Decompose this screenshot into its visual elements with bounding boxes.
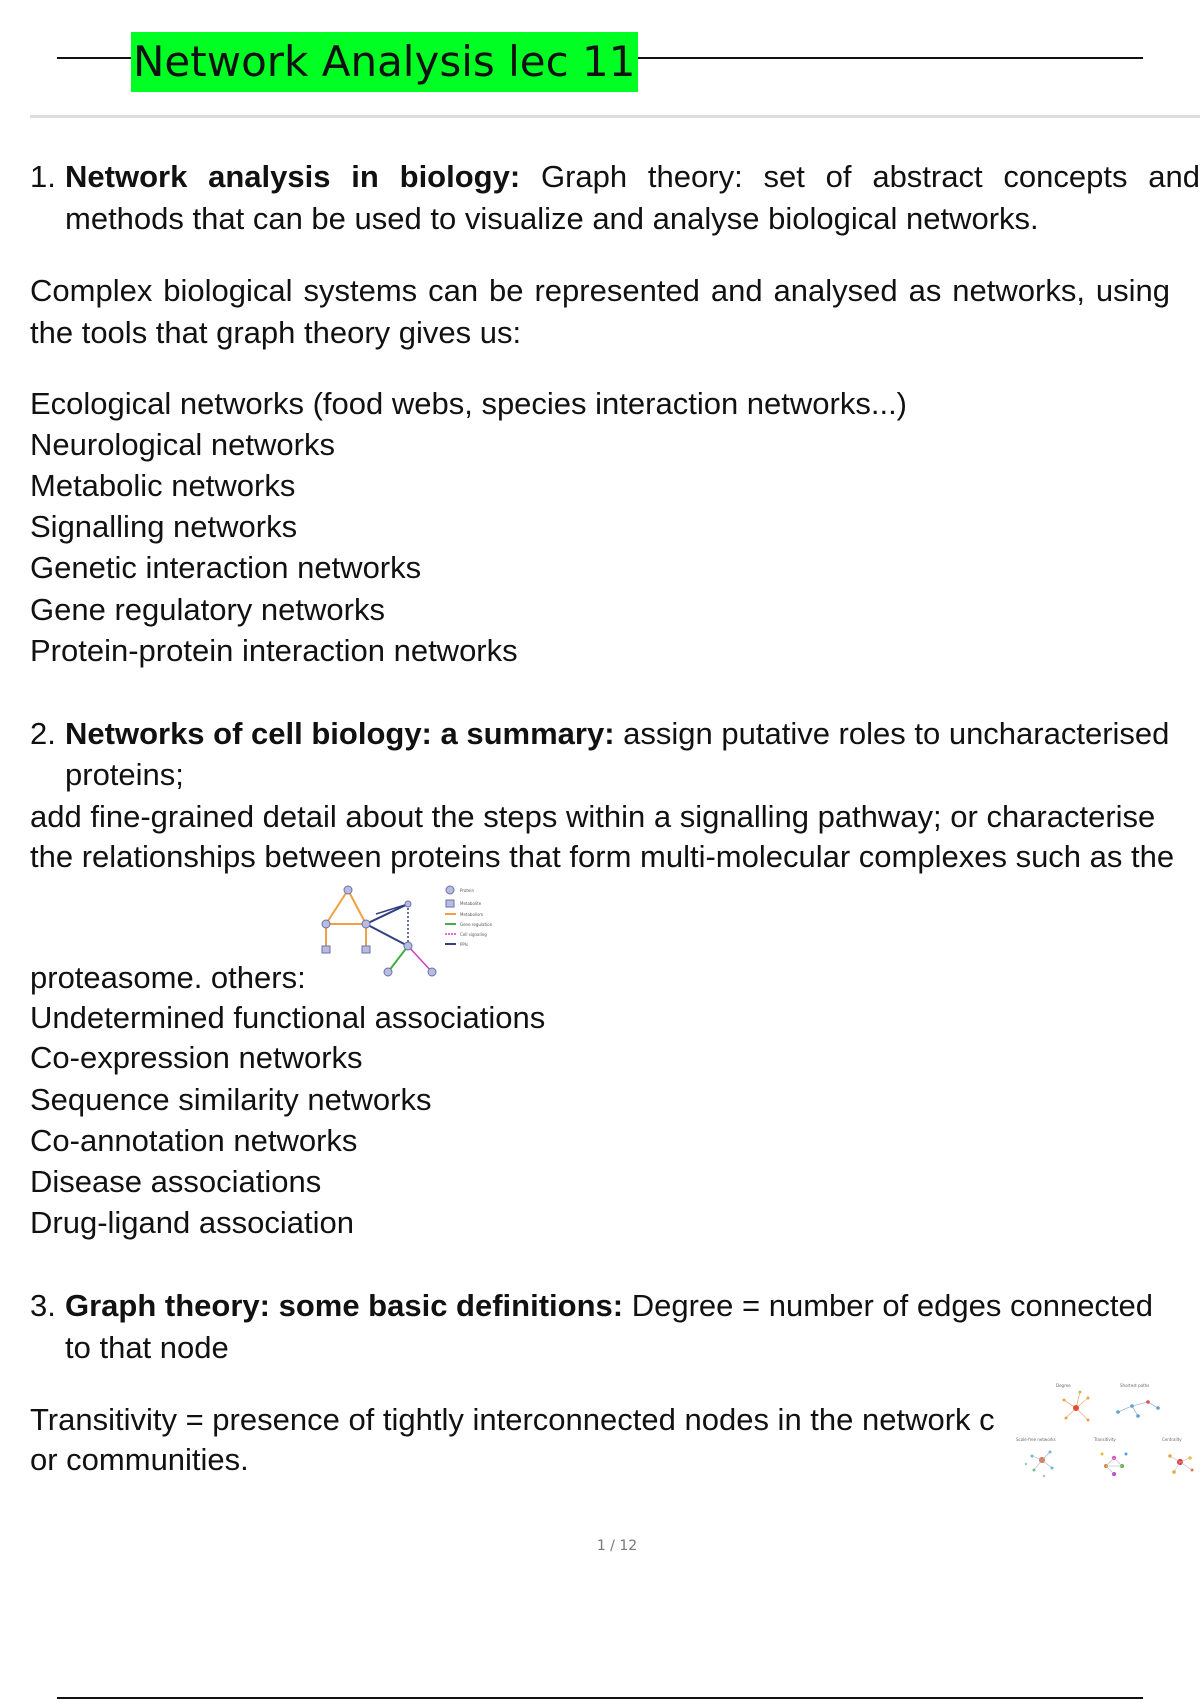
figure-panel-label: Transitivity xyxy=(1094,1437,1116,1442)
section-1-line-2: methods that can be used to visualize and analyse biological networks. xyxy=(65,201,1039,236)
section-2-line-3: add fine-grained detail about the steps within a signalling pathway; or characterise xyxy=(30,799,1156,834)
section-3-line-1 xyxy=(65,1285,1153,1327)
section-1-heading: Network analysis in biology: xyxy=(65,159,521,194)
list-item: Neurological networks xyxy=(30,427,335,462)
section-2-heading: Networks of cell biology: a summary: xyxy=(65,716,615,751)
section-1-line-1 xyxy=(65,156,1200,198)
page-number: 1 / 12 xyxy=(596,1538,638,1554)
list-item: Undetermined functional associations xyxy=(30,1000,546,1035)
legend-label: Gene regulation xyxy=(460,922,493,927)
section-3-line-4: or communities. xyxy=(30,1442,249,1477)
graph-theory-figure xyxy=(1014,1378,1200,1486)
list-item: Drug-ligand association xyxy=(30,1205,354,1240)
list-item: Ecological networks (food webs, species interaction networks...) xyxy=(30,386,908,421)
list-item: Sequence similarity networks xyxy=(30,1082,432,1117)
section-3-number: 3. xyxy=(30,1288,56,1323)
list-item: Protein-protein interaction networks xyxy=(30,633,518,668)
scale-free-panel xyxy=(1025,1451,1054,1478)
figure-panel-label: Shortest paths xyxy=(1120,1383,1150,1388)
list-item: Co-expression networks xyxy=(30,1040,363,1075)
list-item: Genetic interaction networks xyxy=(30,550,422,585)
list-item: Metabolic networks xyxy=(30,468,296,503)
paragraph-1-line-2: the tools that graph theory gives us: xyxy=(30,315,522,350)
section-1-line-1-text: Graph theory: set of abstract concepts and xyxy=(520,159,1200,194)
list-item: Co-annotation networks xyxy=(30,1123,358,1158)
list-item: Disease associations xyxy=(30,1164,322,1199)
list-item: Signalling networks xyxy=(30,509,298,544)
figure-panel-label: Scale-free networks xyxy=(1016,1437,1056,1442)
section-2-line-2: proteins; xyxy=(65,757,184,792)
network-legend xyxy=(445,886,493,947)
legend-label: Cell signaling xyxy=(460,932,487,937)
section-3-heading: Graph theory: some basic definitions: xyxy=(65,1288,624,1323)
figure-panel-label: Degree xyxy=(1056,1383,1071,1388)
paragraph-1-line-1: Complex biological systems can be represented and analysed as networks, using xyxy=(30,273,1170,308)
section-3-line-2: to that node xyxy=(65,1330,229,1365)
network-diagram-figure xyxy=(318,884,518,992)
figure-panel-label: Centrality xyxy=(1162,1437,1182,1442)
section-2-line-1-text: assign putative roles to uncharacterised xyxy=(614,716,1170,751)
legend-label: Protein xyxy=(460,888,475,893)
section-2-line-5: proteasome. others: xyxy=(30,960,306,995)
section-3-line-1-text: Degree = number of edges connected xyxy=(623,1288,1154,1323)
page-title: Network Analysis lec 11 xyxy=(131,32,638,92)
legend-label: Metabolism xyxy=(460,912,484,917)
legend-label: PPIs xyxy=(460,942,469,947)
section-2-line-4: the relationships between proteins that form multi-molecular complexes such as the xyxy=(30,839,1175,874)
section-2-line-1 xyxy=(65,713,1169,755)
title-divider xyxy=(30,115,1200,118)
shortest-paths-panel xyxy=(1116,1400,1160,1418)
degree-panel xyxy=(1063,1391,1090,1422)
section-3-line-3: Transitivity = presence of tightly interconnected nodes in the network c xyxy=(30,1402,995,1437)
centrality-panel xyxy=(1168,1454,1193,1474)
legend-label: Metabolite xyxy=(460,901,482,906)
transitivity-panel xyxy=(1101,1453,1128,1477)
section-2-number: 2. xyxy=(30,716,56,751)
network-edges xyxy=(326,890,432,972)
section-1-number: 1. xyxy=(30,159,56,194)
footer-line xyxy=(57,1697,1143,1699)
list-item: Gene regulatory networks xyxy=(30,592,385,627)
